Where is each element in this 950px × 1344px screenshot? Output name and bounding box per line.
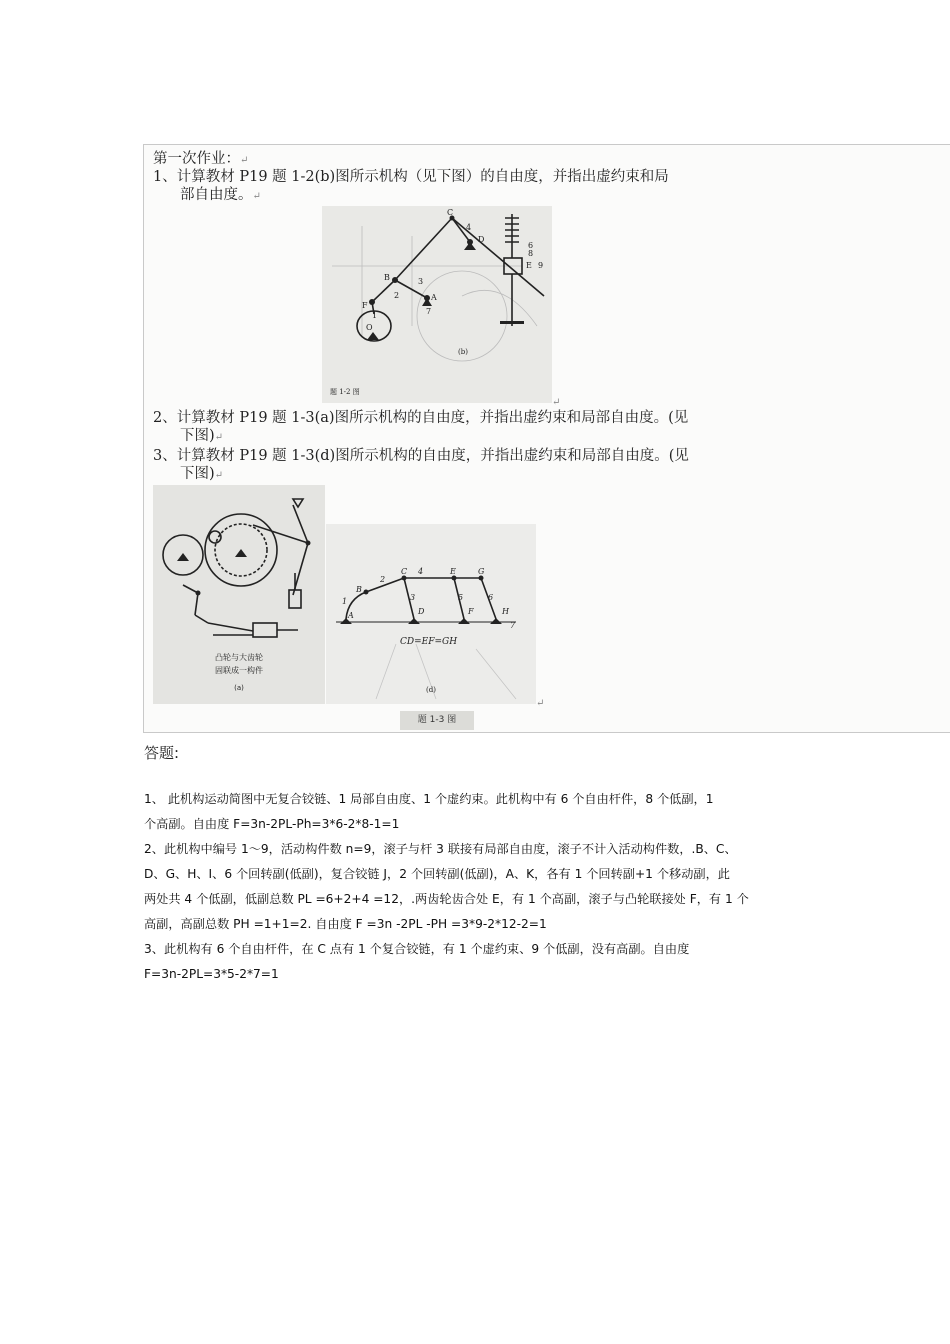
- figure-1-3a-drawing: [153, 485, 325, 704]
- figure-1-3-caption: 题 1-3 图: [400, 711, 474, 730]
- label-4: 4: [466, 223, 472, 232]
- figure-1-2-caption: 题 1-2 图: [330, 388, 360, 396]
- label-1: 1: [342, 597, 348, 606]
- label-B: B: [356, 585, 362, 594]
- answer-3-line-1: 3、此机构有 6 个自由杆件，在 C 点有 1 个复合铰链，有 1 个虚约束、9 个低副，没有高副。自由度: [144, 942, 690, 956]
- label-D: D: [478, 235, 485, 244]
- answer-1-line-1: 1、 此机构运动简图中无复合铰链、1 局部自由度、1 个虚约束。此机构中有 6 个自由杆件，8 个低副，1: [144, 792, 714, 806]
- question-2-line-2: 下图)↵: [180, 428, 224, 444]
- answer-2-line-2: D、G、H、I、6 个回转副(低副)，复合铰链 J，2 个回转副(低副)，A、K，各有 1 个回转副+1 个移动副，此: [144, 867, 730, 881]
- label-6: 6: [528, 241, 534, 250]
- question-1-line-1: 1、计算教材 P19 题 1-2(b)图所示机构（见下图）的自由度，并指出虚约束和局: [153, 169, 669, 185]
- label-7: 7: [510, 621, 516, 630]
- answer-2-line-1: 2、此机构中编号 1～9，活动构件数 n=9，滚子与杆 3 联接有局部自由度，滚子不计入活动构件数，.B、C、: [144, 842, 737, 856]
- label-8: 8: [528, 249, 534, 258]
- figure-1-2: [322, 206, 552, 403]
- label-1: 1: [372, 311, 378, 320]
- question-3-line-2: 下图)↵: [180, 466, 224, 482]
- question-1-line-2: 部自由度。↵: [180, 187, 261, 203]
- label-F: F: [468, 607, 474, 616]
- label-2: 2: [380, 575, 386, 584]
- answer-heading: 答题:: [144, 744, 180, 762]
- label-7: 7: [426, 307, 432, 316]
- return-mark: ↵: [536, 698, 545, 709]
- figure-1-3a-sub-label: (a): [234, 684, 244, 692]
- figure-1-2-sub-label: (b): [458, 348, 468, 356]
- label-F: F: [362, 301, 368, 310]
- label-D: D: [418, 607, 425, 616]
- answer-2-line-4: 高副，高副总数 PH =1+1=2. 自由度 F =3n -2PL -PH =3*9-2*12-2=1: [144, 917, 547, 931]
- label-E: E: [526, 261, 532, 270]
- label-G: G: [478, 567, 485, 576]
- figure-1-2-drawing: [322, 206, 552, 403]
- label-C: C: [447, 208, 454, 217]
- figure-1-3a-note-2: 固联成一构件: [215, 666, 263, 675]
- label-3: 3: [418, 277, 424, 286]
- figure-1-3a-note-1: 凸轮与大齿轮: [215, 653, 263, 662]
- assignment-title: 第一次作业：↵: [153, 151, 249, 167]
- label-2: 2: [394, 291, 400, 300]
- figure-1-3a: [153, 485, 325, 704]
- return-mark: ↵: [552, 397, 561, 408]
- label-3: 3: [410, 593, 416, 602]
- label-6: 6: [488, 593, 494, 602]
- label-B: B: [384, 273, 390, 282]
- label-C: C: [401, 567, 408, 576]
- label-H: H: [502, 607, 509, 616]
- figure-1-3d: [326, 524, 536, 704]
- answer-1-line-2: 个高副。自由度 F=3n-2PL-Ph=3*6-2*8-1=1: [144, 817, 400, 831]
- label-9: 9: [538, 261, 544, 270]
- answer-3-line-2: F=3n-2PL=3*5-2*7=1: [144, 967, 279, 981]
- label-A: A: [431, 293, 437, 302]
- question-3-line-1: 3、计算教材 P19 题 1-3(d)图所示机构的自由度，并指出虚约束和局部自由度。(见: [153, 448, 689, 464]
- label-5: 5: [458, 593, 464, 602]
- relation-label: CD=EF=GH: [400, 637, 458, 647]
- figure-1-3d-sub-label: (d): [426, 686, 436, 694]
- figure-1-3d-drawing: [326, 524, 536, 704]
- label-O: O: [366, 323, 373, 332]
- answer-2-line-3: 两处共 4 个低副，低副总数 PL =6+2+4 =12，.两齿轮齿合处 E，有 1 个高副，滚子与凸轮联接处 F，有 1 个: [144, 892, 749, 906]
- label-E: E: [450, 567, 456, 576]
- label-4: 4: [418, 567, 424, 576]
- question-2-line-1: 2、计算教材 P19 题 1-3(a)图所示机构的自由度，并指出虚约束和局部自由度。(见: [153, 410, 689, 426]
- label-A: A: [348, 611, 354, 620]
